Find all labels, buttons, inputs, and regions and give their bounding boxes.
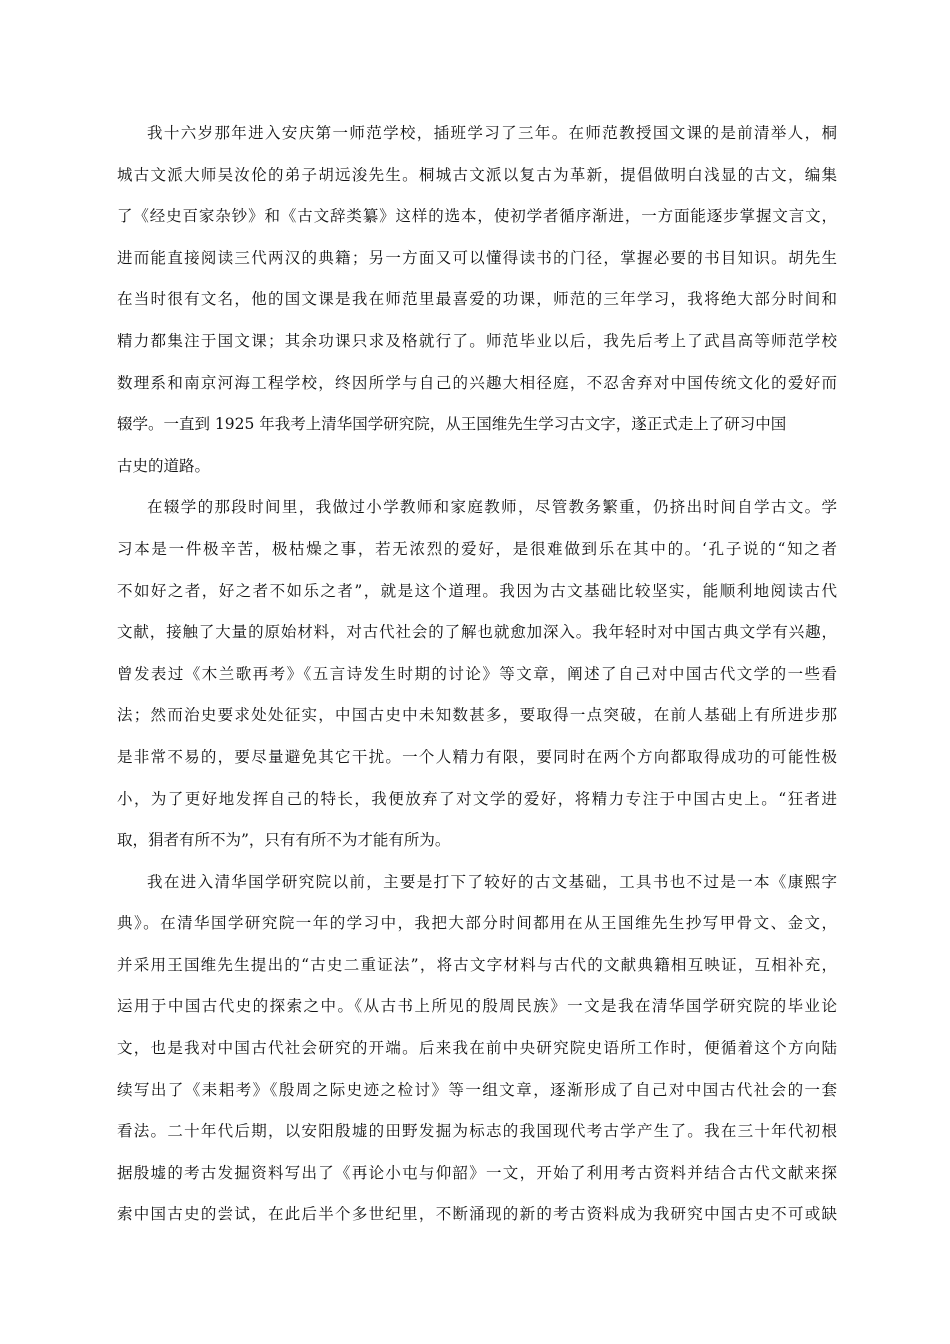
text-line: 了《经史百家杂钞》和《古文辞类纂》这样的选本，使初学者循序渐进，一方面能逐步掌握文言文，: [117, 207, 837, 226]
text-line: 法；然而治史要求处处征实，中国古史中未知数甚多，要取得一点突破，在前人基础上有所进步那: [117, 706, 837, 725]
text-line: 看法。二十年代后期，以安阳殷墟的田野发掘为标志的我国现代考古学产生了。我在三十年代初根: [117, 1122, 837, 1141]
text-line: 精力都集注于国文课；其余功课只求及格就行了。师范毕业以后，我先后考上了武昌高等师范学校: [117, 331, 837, 350]
text-line: 据殷墟的考古发掘资料写出了《再论小屯与仰韶》一文，开始了利用考古资料并结合古代文献来探: [117, 1163, 837, 1182]
text-line: 我在进入清华国学研究院以前，主要是打下了较好的古文基础，工具书也不过是一本《康熙字: [147, 872, 837, 891]
text-line: 是非常不易的，要尽量避免其它干扰。一个人精力有限，要同时在两个方向都取得成功的可能性极: [117, 747, 837, 766]
text-line: 数理系和南京河海工程学校，终因所学与自己的兴趣大相径庭，不忍舍弃对中国传统文化的爱好而: [117, 373, 837, 392]
text-line: 续写出了《耒耜考》《殷周之际史迹之检讨》等一组文章，逐渐形成了自己对中国古代社会的一套: [117, 1080, 837, 1099]
text-line: 城古文派大师吴汝伦的弟子胡远浚先生。桐城古文派以复古为革新，提倡做明白浅显的古文，编集: [117, 165, 837, 184]
text-line: 索中国古史的尝试，在此后半个多世纪里，不断涌现的新的考古资料成为我研究中国古史不可或缺: [117, 1205, 837, 1224]
text-line: 习本是一件极辛苦，极枯燥之事，若无浓烈的爱好，是很难做到乐在其中的。‘孔子说的“知之者: [117, 539, 837, 558]
text-line: 辍学。一直到 1925 年我考上清华国学研究院，从王国维先生学习古文字，遂正式走上了研习中国: [117, 415, 787, 434]
body-text: [117, 113, 837, 1236]
text-line: 古史的道路。: [117, 456, 211, 475]
text-line: 典》。在清华国学研究院一年的学习中，我把大部分时间都用在从王国维先生抄写甲骨文、金文，: [117, 914, 837, 933]
text-line: 在辍学的那段时间里，我做过小学教师和家庭教师，尽管教务繁重，仍挤出时间自学古文。学: [147, 498, 837, 517]
text-line: 运用于中国古代史的探索之中。《从古书上所见的殷周民族》一文是我在清华国学研究院的毕业论: [117, 997, 837, 1016]
text-line: 文献，接触了大量的原始材料，对古代社会的了解也就愈加深入。我年轻时对中国古典文学有兴趣，: [117, 623, 837, 642]
text-line: 进而能直接阅读三代两汉的典籍；另一方面又可以懂得读书的门径，掌握必要的书目知识。胡先生: [117, 248, 837, 267]
text-line: 取，狷者有所不为”，只有有所不为才能有所为。: [117, 831, 451, 850]
text-line: 并采用王国维先生提出的“古史二重证法”，将古文字材料与古代的文献典籍相互映证，互相补充，: [117, 955, 837, 974]
text-line: 在当时很有文名，他的国文课是我在师范里最喜爱的功课，师范的三年学习，我将绝大部分时间和: [117, 290, 837, 309]
text-line: 文，也是我对中国古代社会研究的开端。后来我在前中央研究院史语所工作时，便循着这个方向陆: [117, 1039, 837, 1058]
text-line: 小，为了更好地发挥自己的特长，我便放弃了对文学的爱好，将精力专注于中国古史上。“狂者进: [117, 789, 837, 808]
text-line: 曾发表过《木兰歌再考》《五言诗发生时期的讨论》等文章，阐述了自己对中国古代文学的一些看: [117, 664, 837, 683]
text-line: 不如好之者，好之者不如乐之者”，就是这个道理。我因为古文基础比较坚实，能顺利地阅读古代: [117, 581, 837, 600]
text-line: 我十六岁那年进入安庆第一师范学校，插班学习了三年。在师范教授国文课的是前清举人，桐: [147, 124, 837, 142]
